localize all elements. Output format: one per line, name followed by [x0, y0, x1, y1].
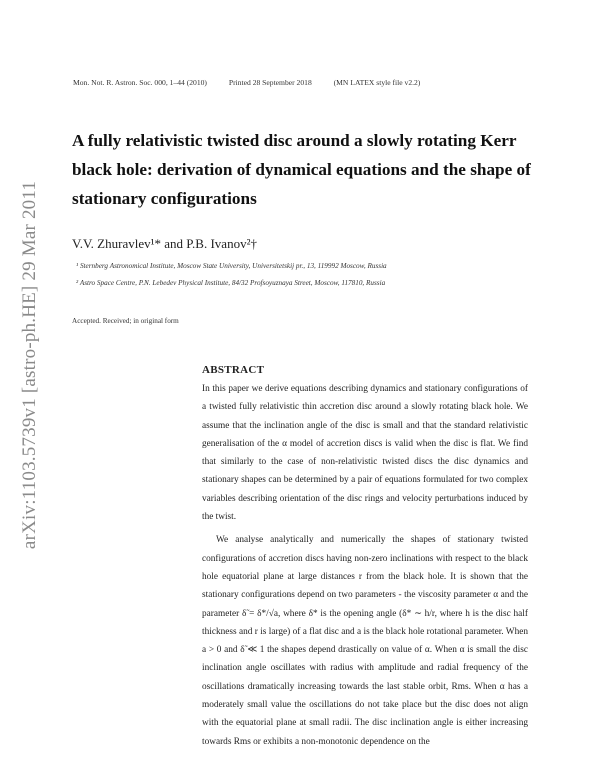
abstract-paragraph-1: In this paper we derive equations describing dynamics and stationary configurations of a twisted fully relativistic thin accretion disc around a slowly rotating black hole. We assume that the inclination angle of the disc is small and that the standard relativistic generalisation of the α model of accretion discs is valid when the disc is flat. We find that similarly to the case of non-relativistic twisted discs the disc dynamics and stationary shapes can be determined by a pair of equations formulated for two complex variables describing orientation of the disc rings and velocity perturbations induced by the twist.	[202, 384, 528, 523]
abstract	[202, 364, 528, 751]
affiliation-2: ² Astro Space Centre, P.N. Lebedev Physical Institute, 84/32 Profsoyuznaya Street, Moscow, 117810, Russia	[76, 279, 386, 287]
arxiv-stamp-text: arXiv:1103.5739v1 [astro-ph.HE] 29 Mar 2011	[19, 180, 40, 550]
abstract-paragraph-2: We analyse analytically and numerically the shapes of stationary twisted configurations of accretion discs having non-zero inclinations with respect to the black hole equatorial plane at large distances r from the black hole. It is shown that the stationary configurations depend on two parameters - the viscosity parameter α and the parameter δ̃ = δ*/√a, where δ* is the opening angle (δ* ∼ h/r, where h is the disc half thickness and r is large) of a flat disc and a is the black hole rotational parameter. When a > 0 and δ̃ ≪ 1 the shapes depend drastically on value of α. When α is small the disc inclination angle oscillates with radius with amplitude and radial frequency of the oscillations dramatically increasing towards the last stable orbit, Rms. When α has a moderately small value the oscillations do not take place but the disc does not align with the equatorial plane at small radii. The disc inclination angle is either increasing towards Rms or exhibits a non-monotonic dependence on the	[202, 535, 528, 747]
paper-title: A fully relativistic twisted disc around a slowly rotating Kerr black hole: derivation of dynamical equations and the shape of stationary configurations	[72, 131, 531, 208]
accepted-line: Accepted. Received; in original form	[72, 317, 179, 325]
journal-reference: Mon. Not. R. Astron. Soc. 000, 1–44 (2010)	[73, 78, 207, 87]
running-header	[73, 78, 513, 87]
arxiv-stamp	[0, 170, 60, 560]
printed-date: Printed 28 September 2018	[228, 78, 312, 87]
authors: V.V. Zhuravlev¹* and P.B. Ivanov²†	[72, 236, 257, 251]
abstract-heading: ABSTRACT	[202, 364, 265, 376]
affiliation-1: ¹ Sternberg Astronomical Institute, Moscow State University, Universitetskij pr., 13, 119992 Moscow, Russia	[76, 262, 387, 270]
style-file: (MN LATEX style file v2.2)	[333, 78, 421, 87]
